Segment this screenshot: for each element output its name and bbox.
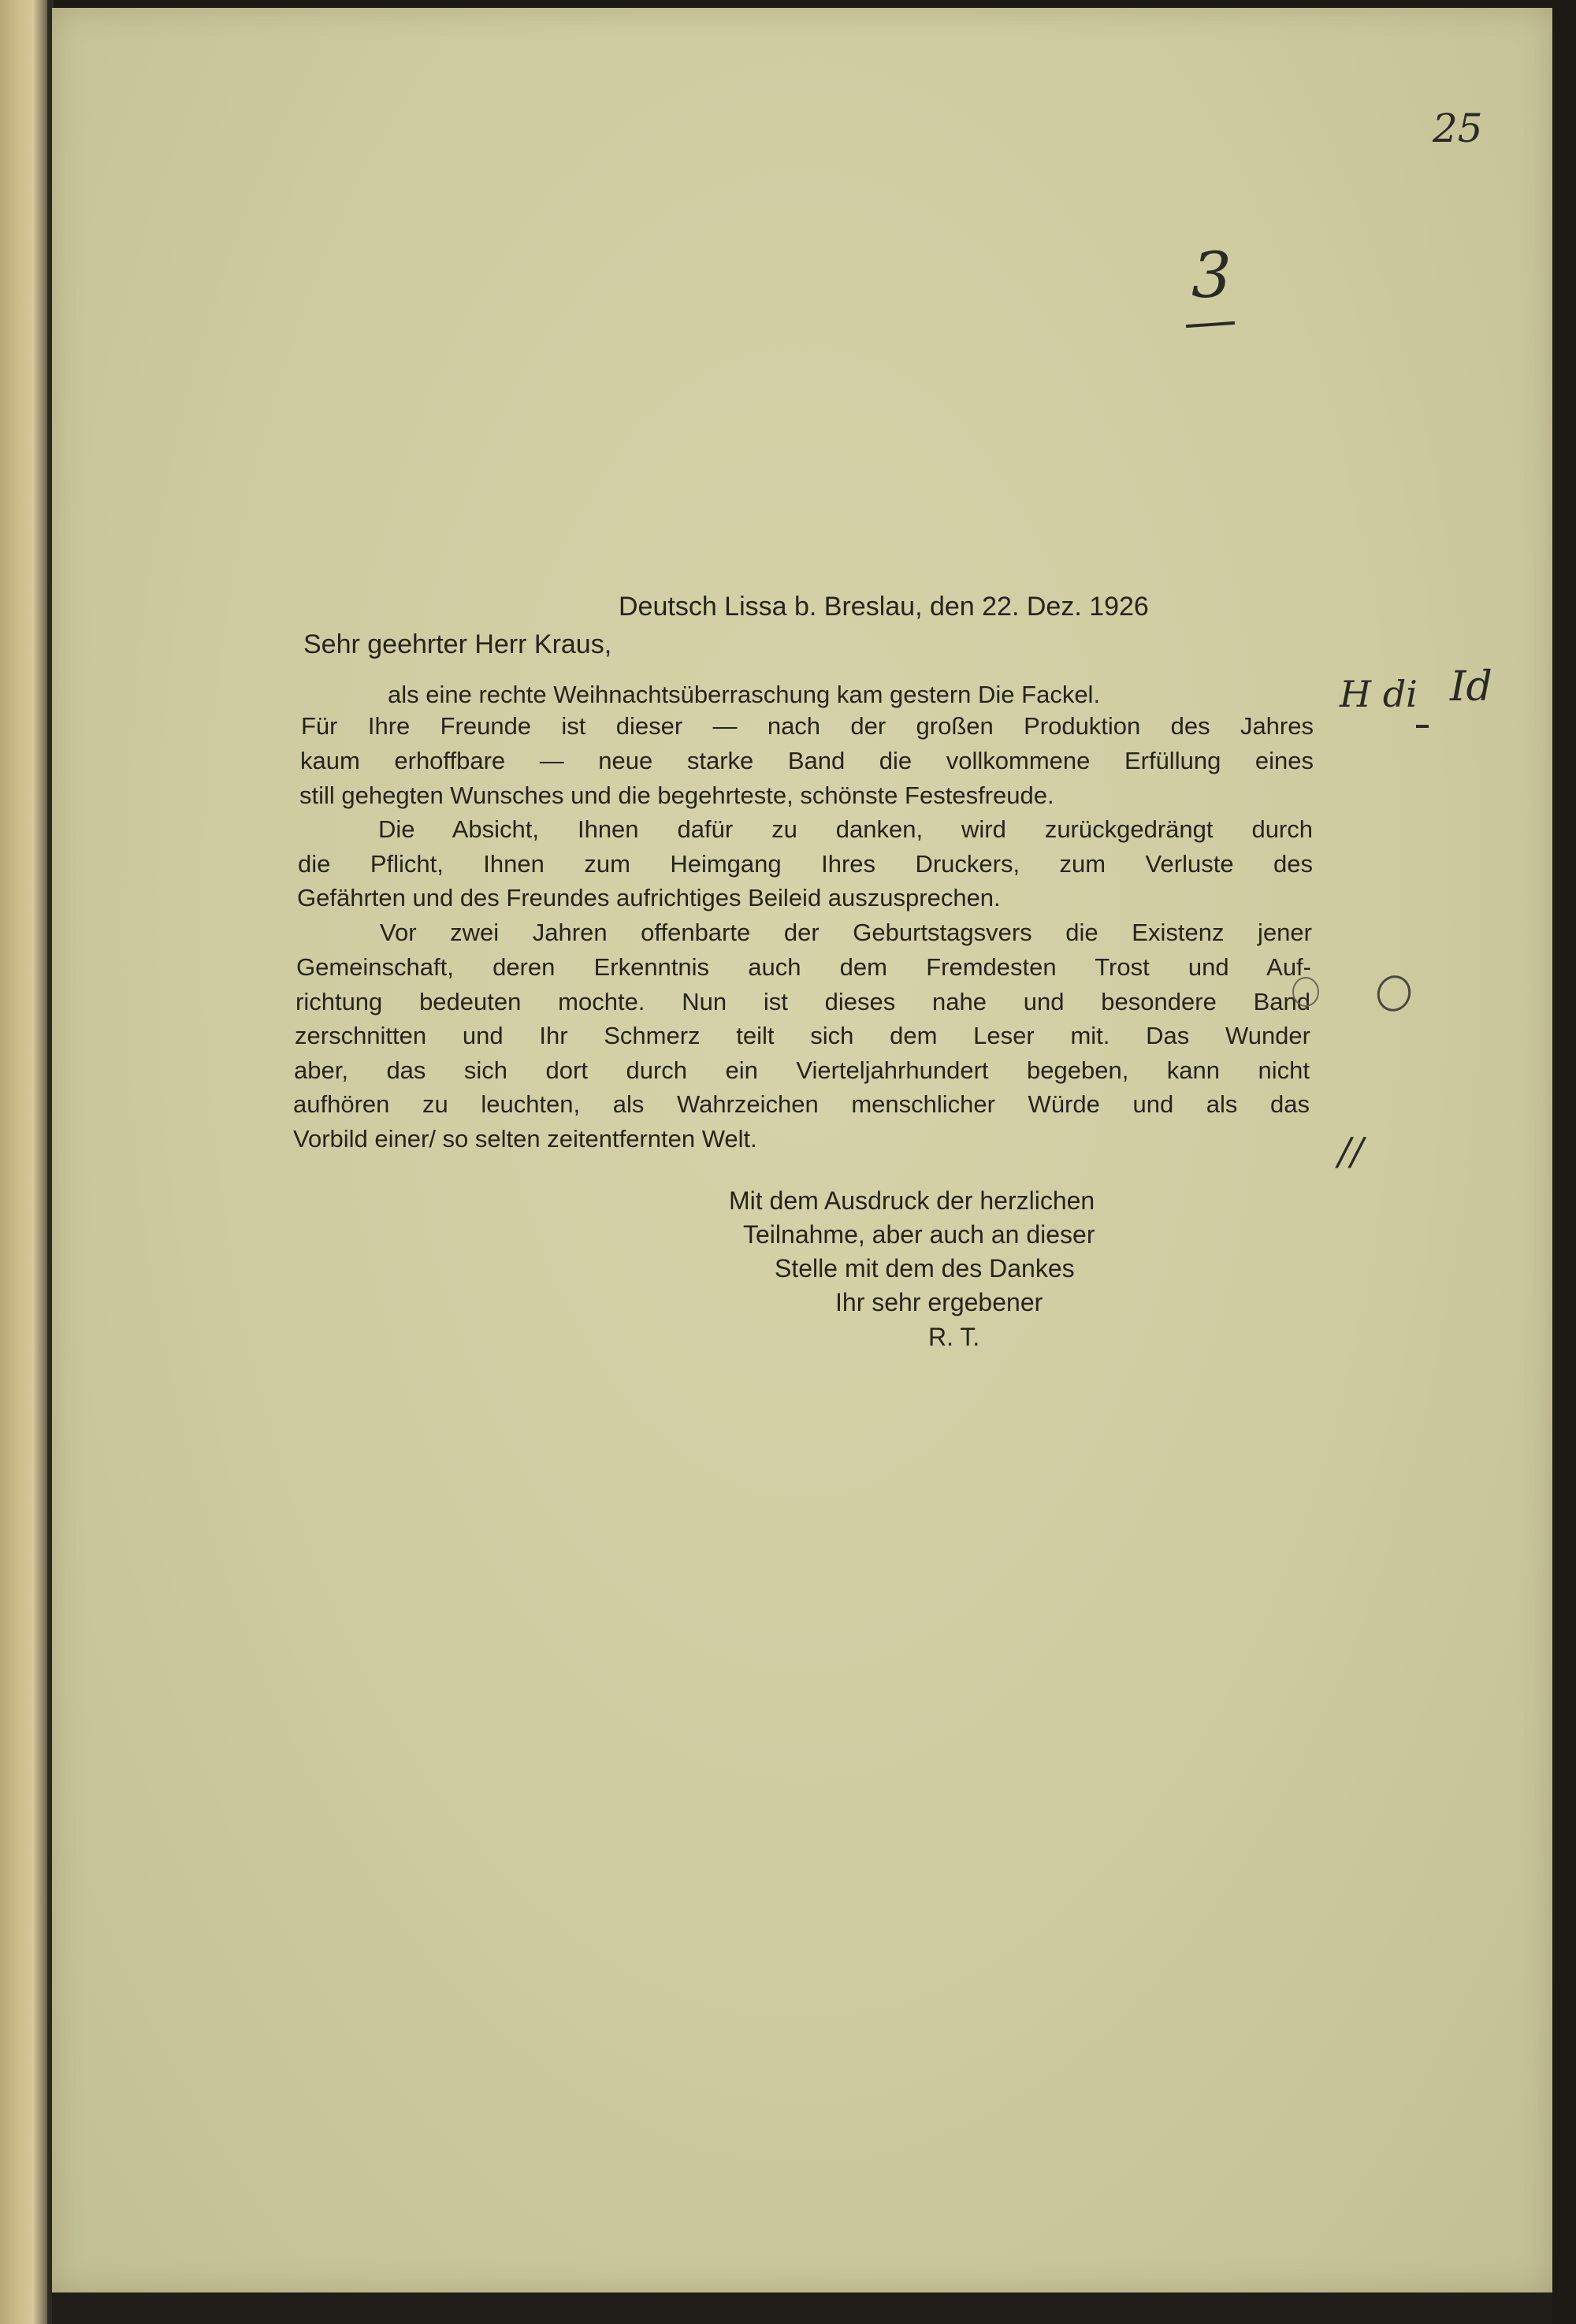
body-line: aufhören zu leuchten, als Wahrzeichen menschlicher Würde und als das [293,1090,1310,1118]
body-line: Für Ihre Freunde ist dieser — nach der großen Produktion des Jahres [301,712,1314,740]
closing-line: Stelle mit dem des Dankes [775,1254,1075,1283]
body-line: zerschnitten und Ihr Schmerz teilt sich dem Leser mit. Das Wunder [295,1022,1310,1049]
body-line: richtung bedeuten mochte. Nun ist dieses nahe und besondere Band [296,988,1310,1015]
page-number: 25 [1433,106,1483,151]
salutation: Sehr geehrter Herr Kraus, [303,629,612,659]
sheet-number-underline [1186,321,1235,328]
margin-mark-2: Id [1450,663,1492,711]
body-line: Die Absicht, Ihnen dafür zu danken, wird zurückgedrängt durch [378,815,1313,843]
body-line: die Pflicht, Ihnen zum Heimgang Ihres Druckers, zum Verluste des [298,850,1313,878]
dateline: Deutsch Lissa b. Breslau, den 22. Dez. 1926 [619,592,1149,622]
body-line: Vor zwei Jahren offenbarte der Geburtstagsvers die Existenz jener [380,919,1312,946]
signature: R. T. [928,1323,980,1351]
body-line: als eine rechte Weihnachtsüberraschung kam gestern Die Fackel. [388,681,1101,708]
closing-line: Teilnahme, aber auch an dieser [743,1220,1095,1249]
body-line: Vorbild einer/ so selten zeitentfernten Welt. [293,1125,757,1153]
corner-mark: // [1338,1130,1364,1174]
body-line: aber, das sich dort durch ein Vierteljahrhundert begeben, kann nicht [294,1056,1310,1084]
margin-dash [1416,725,1429,728]
body-line: Gefährten und des Freundes aufrichtiges Beileid auszusprechen. [297,884,1001,911]
margin-mark: H di [1340,673,1418,715]
body-line: kaum erhoffbare — neue starke Band die vollkommene Erfüllung eines [300,747,1314,774]
pencil-circle [1292,977,1319,1007]
closing-line: Ihr sehr ergebener [835,1288,1043,1316]
pencil-circle [1372,971,1415,1016]
body-line: still gehegten Wunsches und die begehrteste, schönste Festesfreude. [299,781,1054,809]
closing-line: Mit dem Ausdruck der herzlichen [729,1186,1095,1215]
body-line: Gemeinschaft, deren Erkenntnis auch dem Fremdesten Trost und Auf- [296,953,1311,981]
sheet-number: 3 [1191,239,1232,312]
